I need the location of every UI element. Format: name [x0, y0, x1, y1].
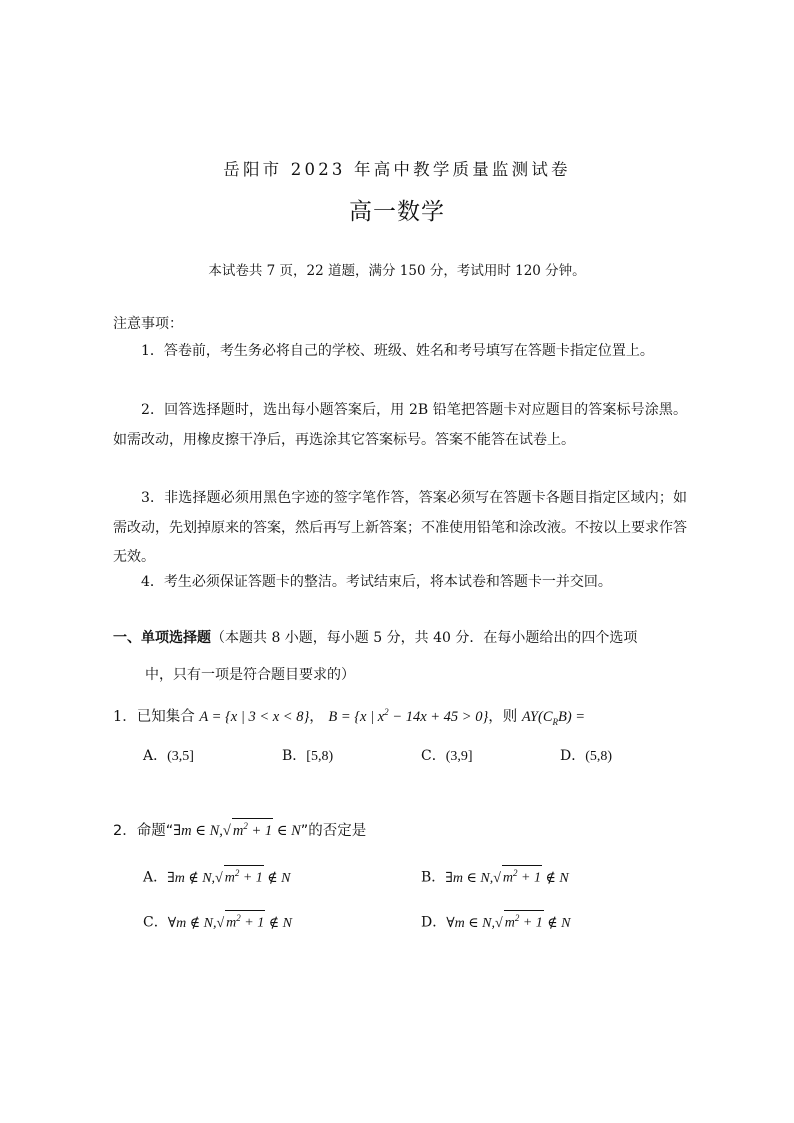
q2-statement: ∃m ∈ N,√ $m^2 + 1$ ∈ N [173, 823, 301, 839]
q2-prefix: 2．命题“ [113, 822, 174, 839]
q2-option-d[interactable]: D．∀m ∈ N,√ $m^2 + 1$ ∉ N [421, 910, 570, 932]
section-heading [113, 628, 637, 648]
exam-title: 岳阳市 2023 年高中教学质量监测试卷 [223, 160, 571, 179]
notice-item-1: 1．答卷前，考生务必将自己的学校、班级、姓名和考号填写在答题卡指定位置上。 [141, 343, 654, 359]
subject-title: 高一数学 [349, 199, 445, 225]
q1-option-c[interactable]: C．(3,9] [421, 748, 473, 764]
q1-set-a: A = {x | 3 < x < 8} [199, 709, 310, 725]
q1-option-b[interactable]: B．[5,8) [282, 748, 334, 764]
q1-set-b: B = {x | $x^2 - 14x + 45 > 0$} [328, 707, 489, 725]
notice-heading: 注意事项： [113, 316, 183, 332]
section-title: 一、单项选择题 [113, 630, 211, 646]
exam-description: 本试卷共 7 页，22 道题，满分 150 分，考试用时 120 分钟。 [208, 263, 586, 279]
q2-option-b[interactable]: B．∃m ∈ N,√ $m^2 + 1$ ∉ N [421, 865, 569, 887]
notice-item-3: 3．非选择题必须用黑色字迹的签字笔作答，答案必须写在答题卡各题目指定区域内；如需改动，先划掉原来的答案，然后再写上新答案；不准使用铅笔和涂改液。不按以上要求作答无效。 [113, 490, 687, 565]
q1-expression: $AY(C_RB)$ = [521, 709, 586, 727]
q1-option-d[interactable]: D．(5,8) [560, 748, 613, 764]
question-1 [113, 705, 585, 727]
q1-option-a[interactable]: A．(3,5] [143, 748, 194, 764]
q2-option-c[interactable]: C．∀m ∉ N,√ $m^2 + 1$ ∉ N [143, 910, 292, 932]
q1-prefix: 1．已知集合 [113, 709, 195, 725]
q1-then: ，则 [488, 709, 518, 725]
notice-item-2: 2．回答选择题时，选出每小题答案后，用 2B 铅笔把答题卡对应题目的答案标号涂黑。如需改动，用橡皮擦干净后，再选涂其它答案标号。答案不能答在试卷上。 [113, 402, 687, 448]
section-desc-line2: 中，只有一项是符合题目要求的） [145, 667, 355, 683]
notice-item-4: 4．考生必须保证答题卡的整洁。考试结束后，将本试卷和答题卡一并交回。 [141, 574, 612, 590]
question-2 [113, 818, 366, 840]
q1-sep: ， [309, 709, 324, 725]
q2-option-a[interactable]: A．∃m ∉ N,√ $m^2 + 1$ ∉ N [143, 865, 291, 887]
section-desc-line1: （本题共 8 小题，每小题 5 分，共 40 分．在每小题给出的四个选项 [211, 630, 638, 646]
q2-suffix: ”的否定是 [300, 822, 367, 839]
